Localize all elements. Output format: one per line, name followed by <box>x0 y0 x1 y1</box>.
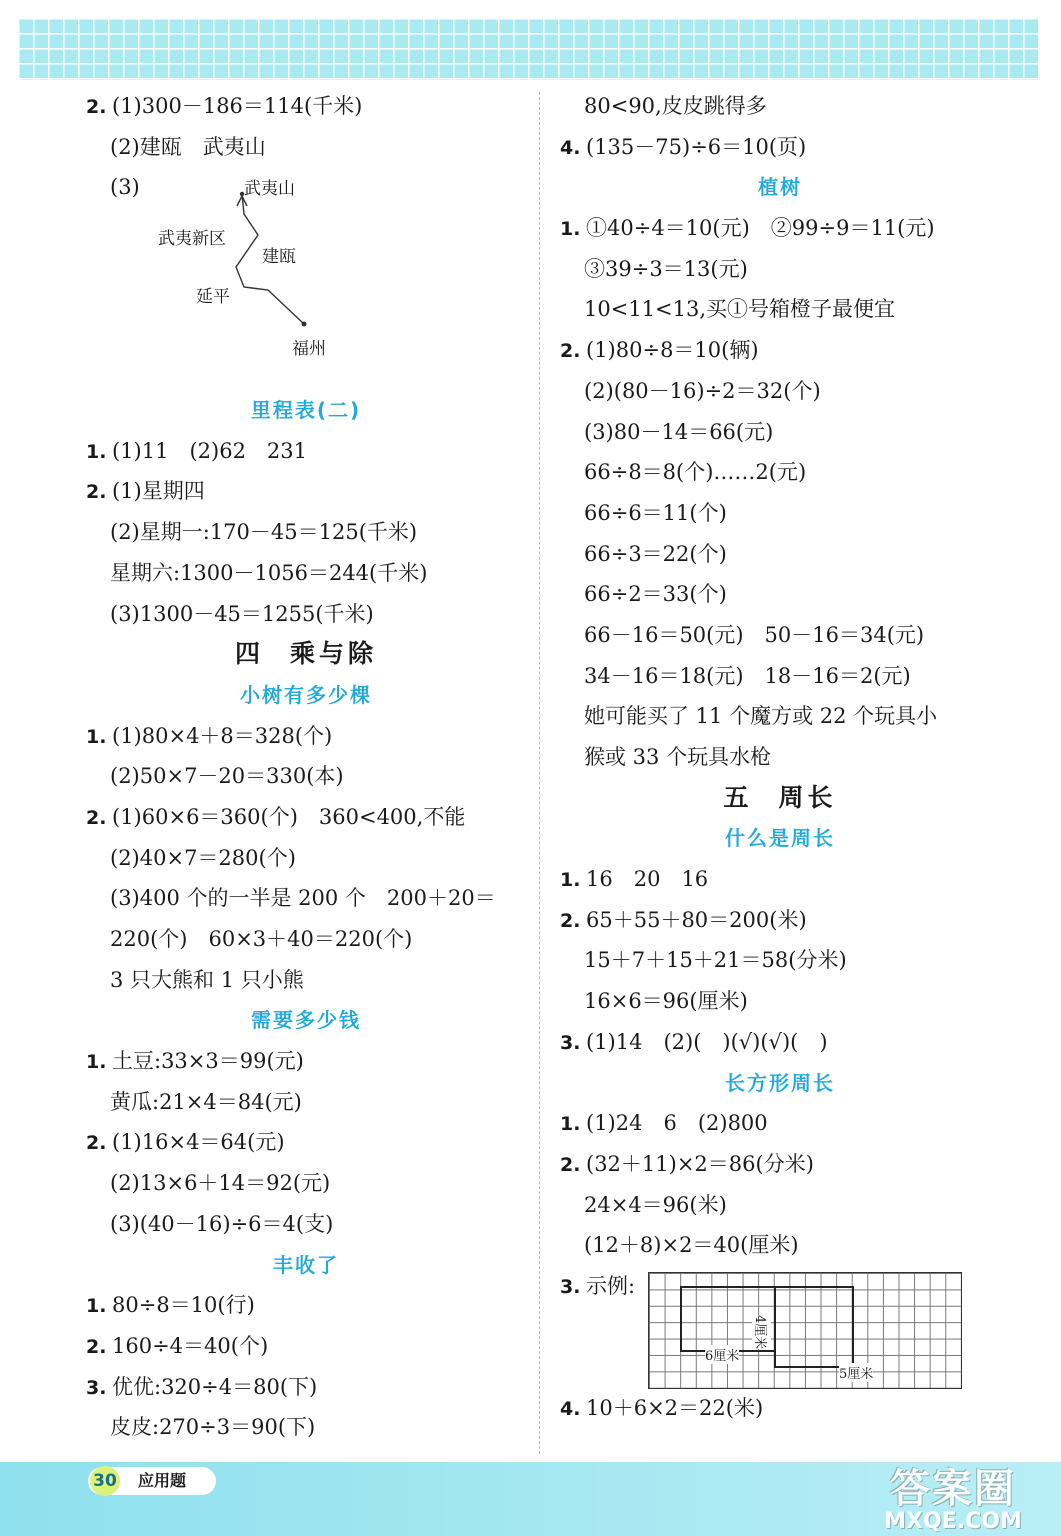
answer-line: (3)1300－45＝1255(千米) <box>110 601 374 626</box>
answer-line: 10<11<13,买①号箱橙子最便宜 <box>584 297 896 322</box>
answer-line: 80<90,皮皮跳得多 <box>584 94 767 118</box>
answer-line: 2. (1)16×4＝64(元) <box>86 1130 285 1155</box>
label-6cm: 6厘米 <box>705 1345 739 1364</box>
answer-line: 66÷2＝33(个) <box>584 582 727 607</box>
answer-line: 66÷6＝11(个) <box>584 500 727 525</box>
answer-line: (2)建瓯 武夷山 <box>110 134 266 159</box>
answer-line: 24×4＝96(米) <box>584 1192 727 1217</box>
rectangle-grid-example <box>560 1266 1000 1388</box>
answer-line: 1. 土豆:33×3＝99(元) <box>86 1049 304 1074</box>
column-divider <box>539 92 540 1454</box>
answer-line: 星期六:1300－1056＝244(千米) <box>110 560 428 585</box>
route-diagram <box>86 172 526 382</box>
top-grid-band <box>18 18 1038 80</box>
answer-line: (3) <box>110 175 140 200</box>
answer-line: 2. (1)300－186＝114(千米) <box>86 94 363 118</box>
answer-line: 3. 优优:320÷4＝80(下) <box>86 1374 318 1399</box>
route-label-wuyishan: 武夷山 <box>244 179 295 200</box>
answer-line: 15＋7＋15＋21＝58(分米) <box>584 948 847 973</box>
answer-line: 1. ①40÷4＝10(元) ②99÷9＝11(元) <box>560 216 935 241</box>
answer-line: 2. 160÷4＝40(个) <box>86 1333 269 1358</box>
answer-line: 1. 16 20 16 <box>560 867 709 892</box>
route-path <box>86 172 386 382</box>
section-title: 小树有多少棵 <box>240 682 372 707</box>
answer-line: (3)400 个的一半是 200 个 200＋20＝ <box>110 886 496 911</box>
section-title: 植树 <box>758 175 802 200</box>
answer-line: 3. (1)14 (2)( )(√)(√)( ) <box>560 1029 828 1054</box>
route-label-fuzhou: 福州 <box>292 339 326 360</box>
answer-line: 2. (1)60×6＝360(个) 360<400,不能 <box>86 804 466 829</box>
label-4cm: 4厘米 <box>752 1315 771 1349</box>
watermark-url: MXQE.COM <box>884 1509 1022 1534</box>
answer-line: (3)(40－16)÷6＝4(支) <box>110 1211 334 1236</box>
answer-line: 220(个) 60×3＋40＝220(个) <box>110 927 413 951</box>
chapter-title: 四 乘与除 <box>234 639 378 669</box>
answer-line: 4. 10＋6×2＝22(米) <box>560 1395 764 1420</box>
answer-line: 1. (1)80×4＋8＝328(个) <box>86 723 333 748</box>
answer-line: 2. (1)80÷8＝10(辆) <box>560 338 759 363</box>
answer-line: 3. 示例: <box>560 1273 636 1298</box>
answer-line: (2)50×7－20＝330(本) <box>110 764 344 789</box>
answer-line: 16×6＝96(厘米) <box>584 989 748 1014</box>
answer-line: 66÷8＝8(个)……2(元) <box>584 460 807 485</box>
footer-label: 应用题 <box>138 1471 187 1490</box>
answer-line: 她可能买了 11 个魔方或 22 个玩具小 <box>584 704 938 729</box>
answer-line: 3 只大熊和 1 只小熊 <box>110 967 304 992</box>
answer-line: (2)星期一:170－45＝125(千米) <box>110 520 418 545</box>
answer-line: 黄瓜:21×4＝84(元) <box>110 1089 302 1114</box>
grid-paper <box>648 1272 962 1389</box>
route-label-yanping: 延平 <box>196 287 230 308</box>
answer-line: 1. (1)11 (2)62 231 <box>86 438 308 463</box>
answer-line: ③39÷3＝13(元) <box>584 256 748 281</box>
right-column <box>560 86 1000 1429</box>
route-label-jianou: 建瓯 <box>262 247 296 268</box>
watermark <box>858 1468 1048 1534</box>
answer-line: 2. 65＋55＋80＝200(米) <box>560 907 807 932</box>
answer-line: 猴或 33 个玩具水枪 <box>584 745 772 769</box>
section-title: 什么是周长 <box>725 826 835 851</box>
answer-line: 1. (1)24 6 (2)800 <box>560 1111 768 1136</box>
route-label-xinqu: 武夷新区 <box>158 229 226 250</box>
answer-line: 4. (135－75)÷6＝10(页) <box>560 134 807 159</box>
page-number: 30 <box>90 1466 120 1496</box>
answer-line: 66÷3＝22(个) <box>584 541 727 566</box>
answer-line: (3)80－14＝66(元) <box>584 419 774 444</box>
answer-line: 皮皮:270÷3＝90(下) <box>110 1415 316 1440</box>
section-title: 丰收了 <box>273 1252 339 1277</box>
section-title: 需要多少钱 <box>251 1008 361 1033</box>
answer-line: (12＋8)×2＝40(厘米) <box>584 1233 799 1258</box>
rectangles-drawing <box>649 1273 961 1388</box>
answer-line: 1. 80÷8＝10(行) <box>86 1293 255 1318</box>
answer-line: (2)13×6＋14＝92(元) <box>110 1171 331 1196</box>
answer-line: (2)(80－16)÷2＝32(个) <box>584 378 821 403</box>
left-column <box>86 86 526 1448</box>
label-5cm: 5厘米 <box>839 1363 873 1382</box>
section-title: 里程表(二) <box>250 398 362 423</box>
answer-line: 2. (1)星期四 <box>86 479 205 504</box>
answer-line: 2. (32＋11)×2＝86(分米) <box>560 1151 814 1176</box>
section-title: 长方形周长 <box>725 1070 835 1095</box>
answer-line: 66－16＝50(元) 50－16＝34(元) <box>584 622 925 647</box>
chapter-title: 五 周长 <box>723 782 837 812</box>
answer-line: 34－16＝18(元) 18－16＝2(元) <box>584 663 911 688</box>
answer-line: (2)40×7＝280(个) <box>110 845 296 870</box>
watermark-text: 答案圈 <box>890 1466 1016 1512</box>
